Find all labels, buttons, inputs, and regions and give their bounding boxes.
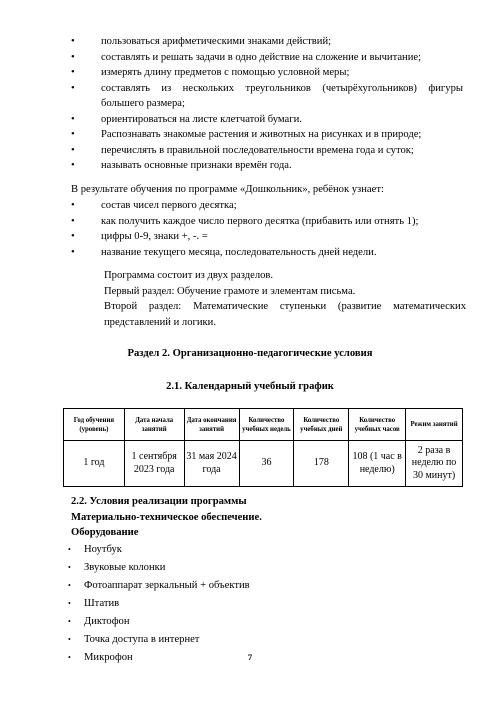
knowledge-list	[71, 198, 463, 260]
table-header: Количество учебных часов	[349, 409, 406, 441]
bullet-icon: •	[71, 129, 75, 140]
bullet-icon: •	[71, 144, 75, 156]
table-header: Год обучения (уровень)	[64, 409, 125, 441]
list-item: • название текущего месяца, последовательность дней недели.	[71, 245, 463, 261]
section-2-title: Раздел 2. Организационно-педагогические условия	[127, 348, 373, 359]
bullet-icon: •	[68, 653, 71, 662]
page-number: 7	[247, 652, 253, 662]
list-item: • измерять длину предметов с помощью условной меры;	[71, 65, 463, 81]
bullet-icon: •	[71, 215, 75, 227]
list-item: • Штатив	[68, 595, 250, 613]
list-item: • цифры 0-9, знаки +, -. =	[71, 229, 463, 245]
list-item: • пользоваться арифметическими знаками действий;	[71, 34, 463, 50]
subsection-2-1-title: 2.1. Календарный учебный график	[166, 381, 334, 392]
table-cell: 31 мая 2024 года	[184, 441, 239, 487]
bullet-icon: •	[68, 635, 71, 644]
table-cell: 108 (1 час в неделю)	[349, 441, 406, 487]
list-item: • составлять и решать задачи в одно действие на сложение и вычитание;	[71, 50, 463, 66]
program-line-3: Второй раздел: Математические ступеньки (развитие математических представлений и логики.	[104, 301, 466, 328]
list-item: • Ноутбук	[68, 541, 250, 559]
bullet-icon: •	[71, 246, 75, 258]
table-cell: 2 раза в неделю по 30 минут)	[406, 441, 463, 487]
bullet-icon: •	[68, 599, 71, 608]
table-cell: 178	[294, 441, 349, 487]
equipment-list	[68, 541, 250, 667]
bullet-icon: •	[68, 545, 71, 554]
equipment-heading: Оборудование	[71, 527, 139, 538]
program-description	[104, 268, 466, 330]
list-item: • перечислять в правильной последовательности времена года и суток;	[71, 143, 463, 159]
table-header: Режим занятий	[406, 409, 463, 441]
list-item: • Распознавать знакомые растения и животных на рисунках и в природе;	[71, 127, 463, 143]
bullet-icon: •	[71, 82, 75, 94]
table-header: Количество учебных недель	[239, 409, 294, 441]
list-item: • Микрофон	[68, 649, 250, 667]
bullet-icon: •	[71, 51, 75, 63]
bullet-icon: •	[68, 563, 71, 572]
table-header: Дата окончания занятий	[184, 409, 239, 441]
mat-tech-heading: Материально-техническое обеспечение.	[71, 512, 262, 523]
calendar-table	[63, 408, 463, 487]
skills-list	[71, 34, 463, 174]
table-row	[64, 441, 463, 487]
bullet-icon: •	[71, 36, 75, 47]
table-cell: 1 сентября 2023 года	[124, 441, 184, 487]
bullet-icon: •	[71, 200, 75, 211]
bullet-icon: •	[68, 617, 71, 626]
table-header: Количество учебных дней	[294, 409, 349, 441]
list-item: • состав чисел первого десятка;	[71, 198, 463, 214]
list-item: • Фотоаппарат зеркальный + объектив	[68, 577, 250, 595]
bullet-icon: •	[71, 67, 75, 78]
program-line-1: Программа состоит из двух разделов.	[104, 270, 274, 281]
list-item: • Точка доступа в интернет	[68, 631, 250, 649]
bullet-icon: •	[71, 160, 75, 171]
bullet-icon: •	[68, 581, 71, 590]
list-item: • как получить каждое число первого десятка (прибавить или отнять 1);	[71, 214, 463, 230]
result-intro: В результате обучения по программе «Дошкольник», ребёнок узнает:	[71, 184, 384, 195]
table-header-row	[64, 409, 463, 441]
subsection-2-2-title: 2.2. Условия реализации программы	[71, 496, 247, 507]
table-header: Дата начала занятий	[124, 409, 184, 441]
table-cell: 1 год	[64, 441, 125, 487]
list-item: • составлять из нескольких треугольников (четырёхугольников) фигуры большего размера;	[71, 82, 463, 109]
list-item: • называть основные признаки времён года.	[71, 158, 463, 174]
bullet-icon: •	[71, 113, 75, 125]
bullet-icon: •	[71, 231, 75, 242]
list-item: • ориентироваться на листе клетчатой бумаги.	[71, 112, 463, 128]
program-line-2: Первый раздел: Обучение грамоте и элементам письма.	[104, 285, 356, 297]
list-item: • Звуковые колонки	[68, 559, 250, 577]
table-cell: 36	[239, 441, 294, 487]
list-item: • Диктофон	[68, 613, 250, 631]
